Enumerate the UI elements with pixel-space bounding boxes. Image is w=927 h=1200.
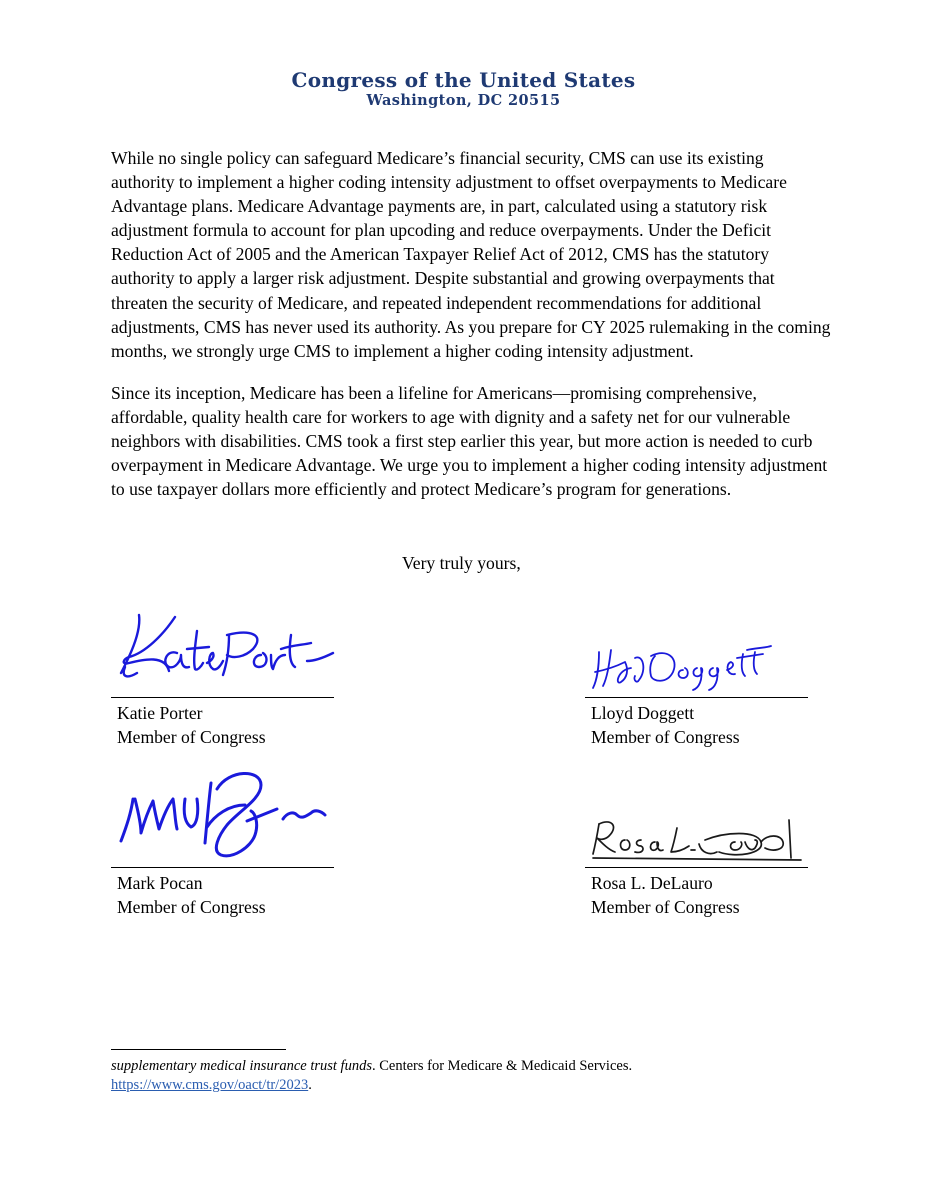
footnote-italic-title: supplementary medical insurance trust funds [111,1058,372,1074]
footnote-divider [111,1049,286,1050]
signatory-name: Lloyd Doggett [591,703,695,723]
footnote [111,1057,831,1095]
signatory-title: Member of Congress [117,897,266,917]
signatory-name: Mark Pocan [117,873,203,893]
signatory-title: Member of Congress [591,727,740,747]
signature-block-porter [111,605,341,745]
signatory-name: Katie Porter [117,703,203,723]
signature-image-pocan [111,765,341,867]
signature-line [111,867,334,868]
signature-line [585,867,808,868]
signature-image-porter [111,605,341,695]
signature-image-doggett [585,640,815,700]
signatory-title: Member of Congress [591,897,740,917]
letterhead-title: Congress of the United States [291,68,636,92]
footnote-link-suffix: . [308,1077,312,1093]
signature-line [585,697,808,698]
signature-block-doggett [585,640,815,750]
closing-line: Very truly yours, [402,553,521,573]
signature-line [111,697,334,698]
signature-block-delauro [585,812,815,922]
letterhead-subtitle: Washington, DC 20515 [366,92,561,109]
signature-block-pocan [111,765,341,915]
footnote-text: . Centers for Medicare & Medicaid Services. [371,1058,633,1074]
footnote-link[interactable]: https://www.cms.gov/oact/tr/2023 [111,1077,309,1093]
body-paragraph-2: Since its inception, Medicare has been a lifeline for Americans—promising comprehensive, affordable, quality health care for workers to age with dignity and a safety net for our vulnerable neighbors with disabilities. CMS took a first step earlier this year, but more action is needed to curb overpayment in Medicare Advantage. We urge you to implement a higher coding intensity adjustment to use taxpayer dollars more efficiently and protect Medicare’s program for generations. [111,383,828,500]
signatory-name: Rosa L. DeLauro [591,873,713,893]
signature-image-delauro [585,812,815,868]
signatory-title: Member of Congress [117,727,266,747]
body-paragraph-1: While no single policy can safeguard Medicare’s financial security, CMS can use its existing authority to implement a higher coding intensity adjustment to offset overpayments to Medicare Advantage plans. Medicare Advantage payments are, in part, calculated using a statutory risk adjustment formula to account for plan upcoding and reduce overpayments. Under the Deficit Reduction Act of 2005 and the American Taxpayer Relief Act of 2012, CMS has the statutory authority to apply a larger risk adjustment. Despite substantial and growing overpayments that threaten the security of Medicare, and repeated independent recommendations for additional adjustments, CMS has never used its authority. As you prepare for CY 2025 rulemaking in the coming months, we strongly urge CMS to implement a higher coding intensity adjustment. [111,148,831,361]
